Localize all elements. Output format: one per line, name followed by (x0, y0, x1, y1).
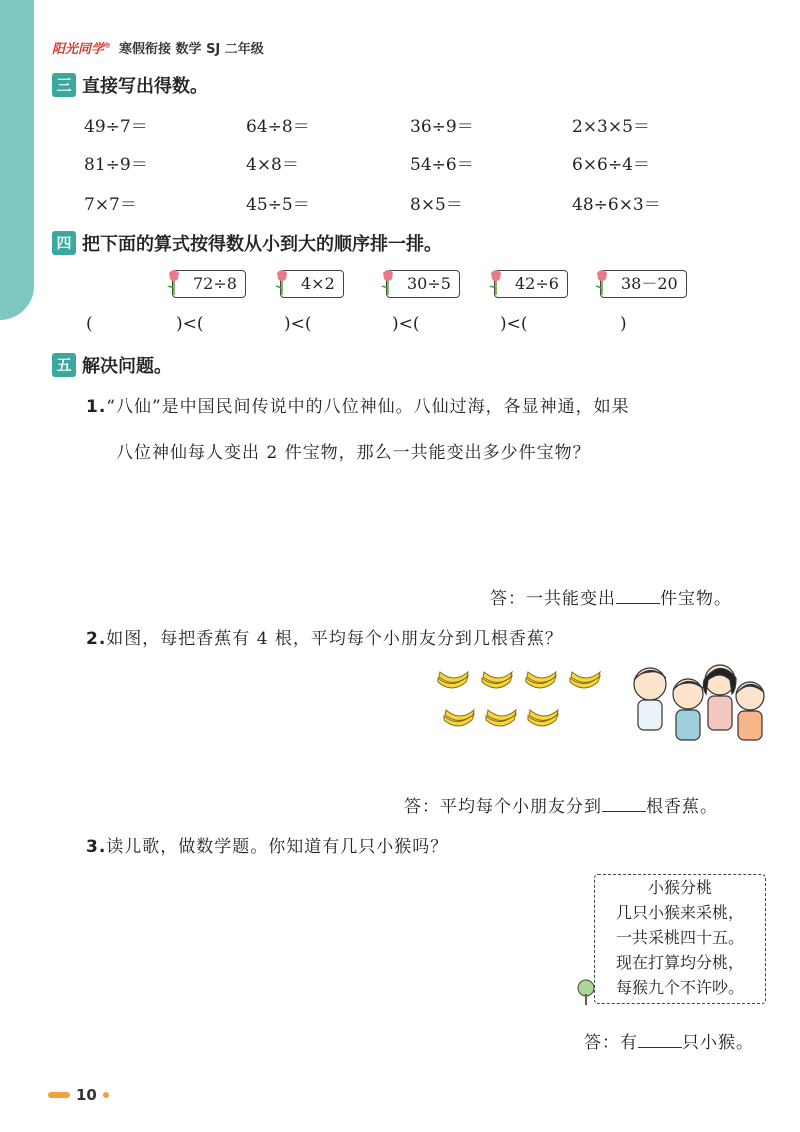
order-paren: ) (620, 314, 627, 334)
question-1-line1: 1.“八仙”是中国民间传说中的八位神仙。八仙过海，各显神通，如果 (86, 397, 630, 417)
calc-item: 64÷8＝ (246, 117, 310, 137)
section-number-badge: 五 (52, 353, 76, 377)
expression-chip (280, 270, 344, 298)
calc-item: 2×3×5＝ (572, 117, 650, 137)
calc-item: 36÷9＝ (410, 117, 474, 137)
order-paren: ( (86, 314, 93, 334)
children-illustration (628, 658, 768, 742)
tulip-icon (381, 269, 395, 295)
side-tab (0, 0, 34, 320)
order-paren: )<( (176, 314, 204, 334)
calc-item: 49÷7＝ (84, 117, 148, 137)
calc-item: 6×6÷4＝ (572, 155, 650, 175)
answer-2: 答：平均每个小朋友分到 根香蕉。 (404, 792, 718, 817)
section5-heading (52, 352, 172, 378)
section-number-badge: 四 (52, 231, 76, 255)
section3-heading (52, 72, 208, 98)
answer-1: 答：一共能变出 件宝物。 (490, 584, 732, 609)
chip-text: 42÷6 (515, 274, 559, 293)
header-title: 寒假衔接 数学 SJ 二年级 (119, 42, 264, 57)
question-3: 3.读儿歌，做数学题。你知道有几只小猴吗？ (86, 837, 449, 857)
chip-text: 72÷8 (193, 274, 237, 293)
answer-blank[interactable] (638, 1029, 682, 1048)
calc-item: 7×7＝ (84, 195, 137, 215)
poem-line: 几只小猴来采桃， (615, 903, 744, 922)
calc-item: 45÷5＝ (246, 195, 310, 215)
section4-heading (52, 230, 442, 256)
expression-chip (386, 270, 460, 298)
poem-line: 一共采桃四十五。 (615, 928, 744, 947)
question-1-line2: 八位神仙每人变出 2 件宝物，那么一共能变出多少件宝物？ (116, 443, 591, 463)
order-paren: )<( (284, 314, 312, 334)
answer-blank[interactable] (602, 793, 646, 812)
tulip-icon (167, 269, 181, 295)
bananas-illustration (436, 664, 612, 734)
page-dot-decoration (103, 1092, 109, 1098)
answer-3: 答：有 只小猴。 (584, 1028, 754, 1053)
page-number-text: 10 (76, 1086, 97, 1104)
tulip-icon (489, 269, 503, 295)
calc-item: 54÷6＝ (410, 155, 474, 175)
chip-text: 30÷5 (407, 274, 451, 293)
section-title: 直接写出得数。 (82, 76, 208, 97)
tree-icon (574, 978, 598, 1006)
chip-text: 4×2 (301, 274, 335, 293)
chip-text: 38－20 (621, 274, 678, 293)
page-bar-decoration (48, 1092, 70, 1098)
calc-item: 4×8＝ (246, 155, 299, 175)
section-title: 解决问题。 (82, 356, 172, 377)
calc-item: 81÷9＝ (84, 155, 148, 175)
page-number (48, 1086, 109, 1104)
question-2: 2.如图，每把香蕉有 4 根，平均每个小朋友分到几根香蕉？ (86, 629, 563, 649)
poem-line: 现在打算均分桃， (615, 953, 744, 972)
order-paren: )<( (392, 314, 420, 334)
poem-box (594, 874, 766, 1004)
poem-title: 小猴分桃 (647, 878, 712, 897)
expression-chip (494, 270, 568, 298)
poem-line: 每猴九个不许吵。 (615, 978, 744, 997)
tulip-icon (595, 269, 609, 295)
section-number-badge: 三 (52, 73, 76, 97)
brand-logo: 阳光同学® (52, 41, 112, 57)
calc-item: 48÷6×3＝ (572, 195, 661, 215)
order-paren: )<( (500, 314, 528, 334)
answer-blank[interactable] (616, 585, 660, 604)
calc-item: 8×5＝ (410, 195, 463, 215)
section-title: 把下面的算式按得数从小到大的顺序排一排。 (82, 234, 442, 255)
page-header (52, 38, 264, 57)
expression-chip (172, 270, 246, 298)
expression-chip (600, 270, 687, 298)
tulip-icon (275, 269, 289, 295)
